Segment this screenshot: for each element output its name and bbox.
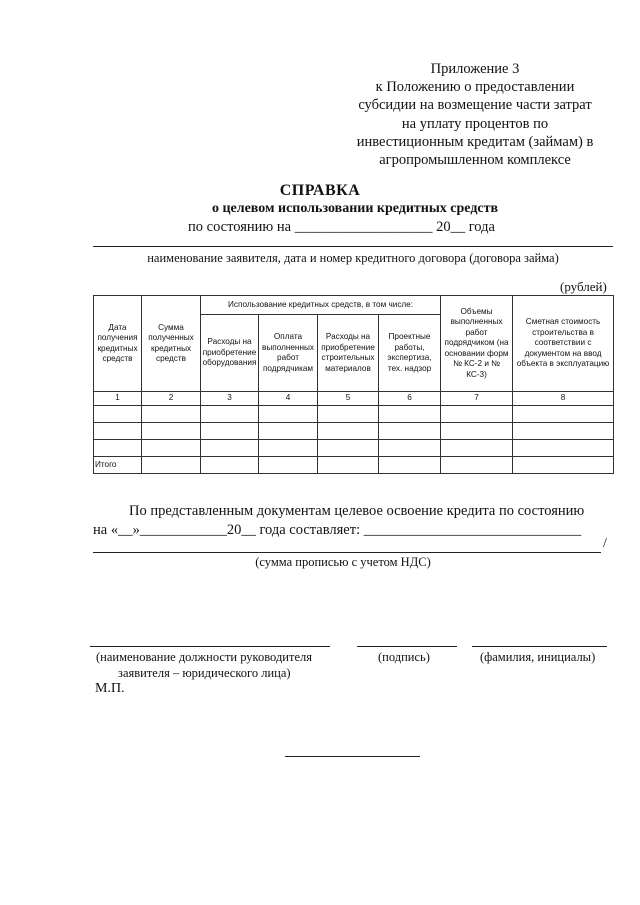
document-title: СПРАВКА [279, 182, 361, 199]
name-line [472, 646, 607, 647]
appendix-line: агропромышленном комплексе [379, 152, 571, 169]
appendix-line: к Положению о предоставлении [375, 79, 575, 96]
as-of-date-line: по состоянию на ___________________ 20__ года [188, 219, 495, 235]
total-label: Итого [94, 457, 142, 474]
header-materials: Расходы на приобретение строительных материалов [318, 315, 379, 392]
column-number: 3 [201, 392, 259, 406]
appendix-line: Приложение 3 [430, 61, 520, 77]
document-subtitle: о целевом использовании кредитных средств [211, 201, 499, 216]
applicant-fill-line [93, 246, 613, 247]
appendix-line: инвестиционным кредитам (займам) в [356, 133, 594, 150]
header-date-received: Дата получения кредитных средств [94, 296, 142, 392]
total-row [94, 457, 614, 474]
column-number: 6 [379, 392, 441, 406]
signature-line [357, 646, 457, 647]
column-number: 1 [94, 392, 142, 406]
bottom-line [285, 756, 420, 757]
units-label: (рублей) [560, 279, 607, 294]
name-caption: (фамилия, инициалы) [480, 650, 596, 664]
column-number: 7 [441, 392, 513, 406]
header-work-volume: Объемы выполненных работ подрядчиком (на основании форм № КС-2 и № КС-3) [441, 296, 513, 392]
slash-mark: / [603, 536, 607, 551]
header-design-works: Проектные работы, экспертиза, тех. надзор [379, 315, 441, 392]
amount-caption: (сумма прописью с учетом НДС) [255, 555, 431, 569]
amount-in-words-line [93, 552, 601, 553]
appendix-line: субсидии на возмещение части затрат [358, 97, 592, 114]
column-number: 4 [259, 392, 318, 406]
credit-usage-table [93, 295, 614, 474]
statement-line-2: на «__»____________20__ года составляет: ______________________________ [93, 522, 582, 538]
header-contractor-payment: Оплата выполненных работ подрядчикам [259, 315, 318, 392]
position-line [90, 646, 330, 647]
table-row [94, 423, 614, 440]
column-number: 5 [318, 392, 379, 406]
signature-caption: (подпись) [378, 650, 430, 664]
statement-line-1: По представленным документам целевое освоение кредита по состоянию [129, 503, 585, 519]
position-caption-cont: заявителя – юридического лица) [118, 666, 291, 680]
applicant-caption: наименование заявителя, дата и номер кредитного договора (договора займа) [147, 251, 559, 265]
header-estimated-cost: Сметная стоимость строительства в соответствии с документом на ввод объекта в эксплуатацию [513, 296, 614, 392]
appendix-line: на уплату процентов по [401, 115, 549, 132]
stamp-place: М.П. [95, 681, 125, 696]
table-row [94, 406, 614, 423]
header-amount-received: Сумма полученных кредитных средств [142, 296, 201, 392]
column-number: 2 [142, 392, 201, 406]
appendix-block [330, 60, 620, 169]
header-equipment: Расходы на приобретение оборудования [201, 315, 259, 392]
table-row [94, 440, 614, 457]
column-number: 8 [513, 392, 614, 406]
header-usage-group: Использование кредитных средств, в том числе: [201, 296, 441, 315]
position-caption: (наименование должности руководителя [96, 650, 312, 664]
